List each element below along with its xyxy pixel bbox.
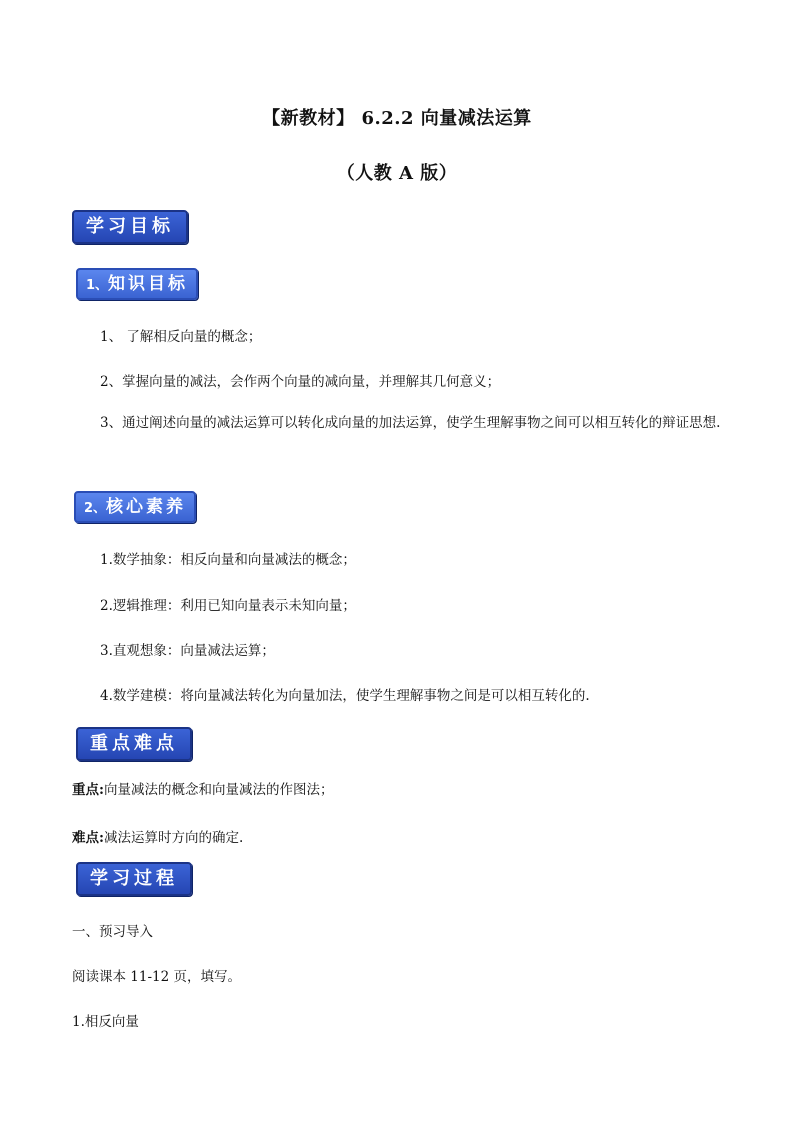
- literacy-badge-label: 核心素养: [106, 497, 187, 517]
- knowledge-goal-1: 1、 了解相反向量的概念；: [100, 329, 262, 345]
- process-part-1: 一、预习导入: [72, 924, 153, 940]
- section-badge-learning-goals: 学习目标: [72, 210, 188, 244]
- knowledge-goal-3: 3、通过阐述向量的减法运算可以转化成向量的加法运算，使学生理解事物之间可以相互转化的辩证思想.: [100, 415, 721, 431]
- process-instruction: 阅读课本 11-12 页，填写。: [72, 969, 242, 985]
- process-item-1: 1.相反向量: [72, 1014, 139, 1030]
- knowledge-badge-label: 知识目标: [108, 274, 189, 294]
- document-subtitle: （人教 A 版）: [336, 163, 458, 184]
- knowledge-badge-number: 1、: [86, 278, 109, 293]
- section-badge-core-literacy: [74, 491, 196, 523]
- section-badge-learning-process: 学习过程: [76, 862, 192, 896]
- focus-line: [72, 778, 333, 798]
- difficulty-label: 难点:: [72, 830, 104, 846]
- document-title: 【新教材】 6.2.2 向量减法运算: [262, 108, 532, 129]
- section-badge-knowledge-goals: [76, 268, 198, 300]
- knowledge-goal-2: 2、掌握向量的减法，会作两个向量的减向量，并理解其几何意义；: [100, 374, 501, 390]
- focus-label: 重点:: [72, 782, 104, 798]
- literacy-goal-4: 4.数学建模：将向量减法转化为向量加法，使学生理解事物之间是可以相互转化的.: [100, 688, 590, 704]
- section-badge-key-points: 重点难点: [76, 727, 192, 761]
- literacy-goal-1: 1.数学抽象：相反向量和向量减法的概念；: [100, 552, 356, 568]
- difficulty-line: [72, 826, 243, 846]
- focus-text: 向量减法的概念和向量减法的作图法；: [103, 782, 334, 798]
- difficulty-text: 减法运算时方向的确定.: [103, 830, 244, 846]
- literacy-goal-3: 3.直观想象：向量减法运算；: [100, 643, 275, 659]
- literacy-badge-number: 2、: [84, 501, 107, 516]
- literacy-goal-2: 2.逻辑推理：利用已知向量表示未知向量；: [100, 598, 356, 614]
